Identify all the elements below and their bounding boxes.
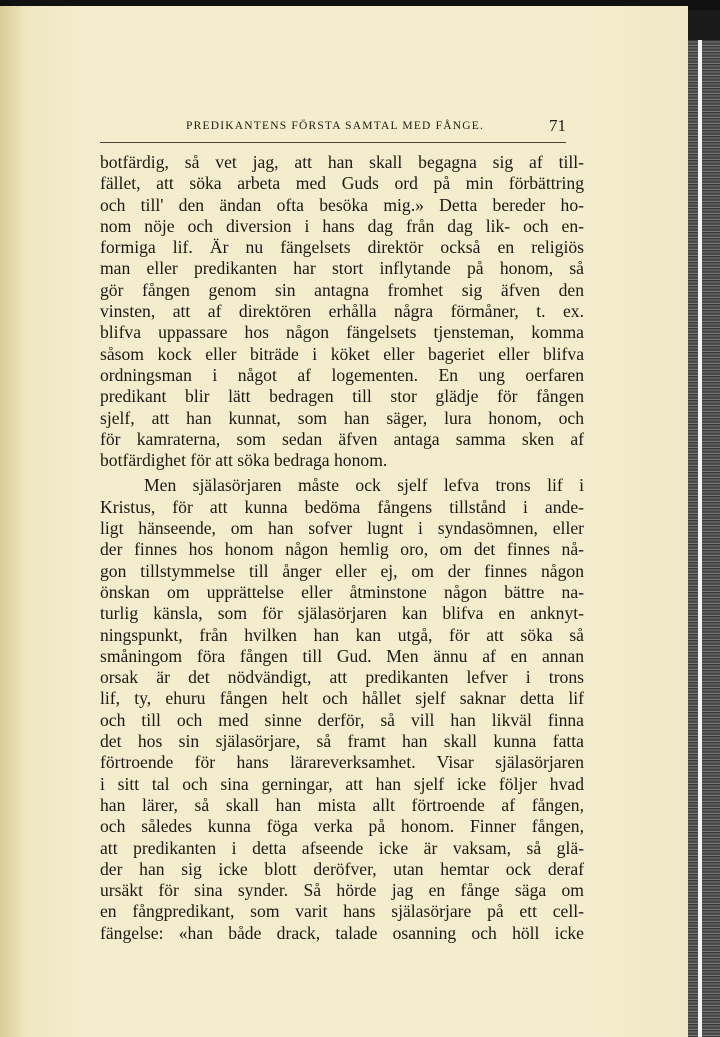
text-line: fängelse: «han både drack, talade osanning och höll icke xyxy=(100,922,584,943)
text-line: man eller predikanten har stort inflytande på honom, så xyxy=(100,258,584,279)
text-line: der han sig icke blott deröfver, utan hemtar ock deraf xyxy=(100,858,584,879)
text-line: småningom föra fången till Gud. Men ännu af en annan xyxy=(100,645,584,666)
text-line: i sitt tal och sina gerningar, att han sjelf icke följer hvad xyxy=(100,773,584,794)
text-line: lif, ty, ehuru fången helt och hållet sjelf saknar detta lif xyxy=(100,688,584,709)
text-line: fället, att söka arbeta med Guds ord på min förbättring xyxy=(100,173,584,194)
text-line: ursäkt för sina synder. Så hörde jag en fånge säga om xyxy=(100,880,584,901)
text-line: blifva uppassare hos någon fängelsets tjensteman, komma xyxy=(100,322,584,343)
text-line: och således kunna föga verka på honom. Finner fången, xyxy=(100,816,584,837)
text-line: Men själasörjaren måste ock sjelf lefva trons lif i xyxy=(144,475,584,496)
page-number: 71 xyxy=(549,116,566,135)
text-line: ordningsman i något af logementen. En ung oerfaren xyxy=(100,364,584,385)
text-line: förtroende för hans lärareverksamhet. Visar själasörjaren xyxy=(100,752,584,773)
text-line: ningspunkt, från hvilken han kan utgå, för att söka så xyxy=(100,624,584,645)
text-line: formiga lif. Är nu fängelsets direktör också en religiös xyxy=(100,237,584,258)
text-line: och till och med sinne derför, så vill han likväl finna xyxy=(100,709,584,730)
text-line: nom nöje och diversion i hans dag från dag lik- och en- xyxy=(100,215,584,236)
text-line: det hos sin själasörjare, så framt han skall kunna fatta xyxy=(100,731,584,752)
paragraph-2 xyxy=(100,475,584,944)
text-line: såsom kock eller biträde i köket eller bageriet eller blifva xyxy=(100,343,584,364)
text-line: sjelf, att han kunnat, som han säger, lura honom, och xyxy=(100,407,584,428)
text-line: predikant blir lätt bedragen till stor glädje för fången xyxy=(100,386,584,407)
text-line: önskan om upprättelse eller åtminstone någon bättre na- xyxy=(100,581,584,602)
header-rule xyxy=(100,142,566,143)
text-line: turlig känsla, som för själasörjaren kan blifva en anknyt- xyxy=(100,603,584,624)
body-text xyxy=(100,152,584,944)
running-title: PREDIKANTENS FÖRSTA SAMTAL MED FÅNGE. xyxy=(186,120,485,132)
text-line: Kristus, för att kunna bedöma fångens tillstånd i ande- xyxy=(100,496,584,517)
text-line: han lärer, så skall han mista allt förtroende af fången, xyxy=(100,794,584,815)
text-line: för kamraterna, som sedan äfven antaga samma sken af xyxy=(100,428,584,449)
text-line: och till' den ändan ofta besöka mig.» Detta bereder ho- xyxy=(100,194,584,215)
page-stack-highlight xyxy=(698,40,702,1037)
page-header xyxy=(100,116,566,138)
page-stack-edge xyxy=(688,40,720,1037)
text-line: ligt hänseende, om han sofver lugnt i syndasömnen, eller xyxy=(100,518,584,539)
text-line: gör fången genom sin antagna fromhet sig äfven den xyxy=(100,279,584,300)
text-line: botfärdighet för att söka bedraga honom. xyxy=(100,450,388,471)
text-line: vinsten, att af direktören erhålla några förmåner, t. ex. xyxy=(100,301,584,322)
paragraph-1 xyxy=(100,152,584,471)
text-line: orsak är det nödvändigt, att predikanten lefver i trons xyxy=(100,667,584,688)
text-line: att predikanten i detta afseende icke är vaksam, så glä- xyxy=(100,837,584,858)
page-gutter xyxy=(0,6,22,1037)
text-line: en fångpredikant, som varit hans själasörjare på ett cell- xyxy=(100,901,584,922)
text-line: der finnes hos honom någon hemlig oro, om det finnes nå- xyxy=(100,539,584,560)
text-line: botfärdig, så vet jag, att han skall begagna sig af till- xyxy=(100,152,584,172)
text-line: gon tillstymmelse till ånger eller ej, om der finnes någon xyxy=(100,560,584,581)
